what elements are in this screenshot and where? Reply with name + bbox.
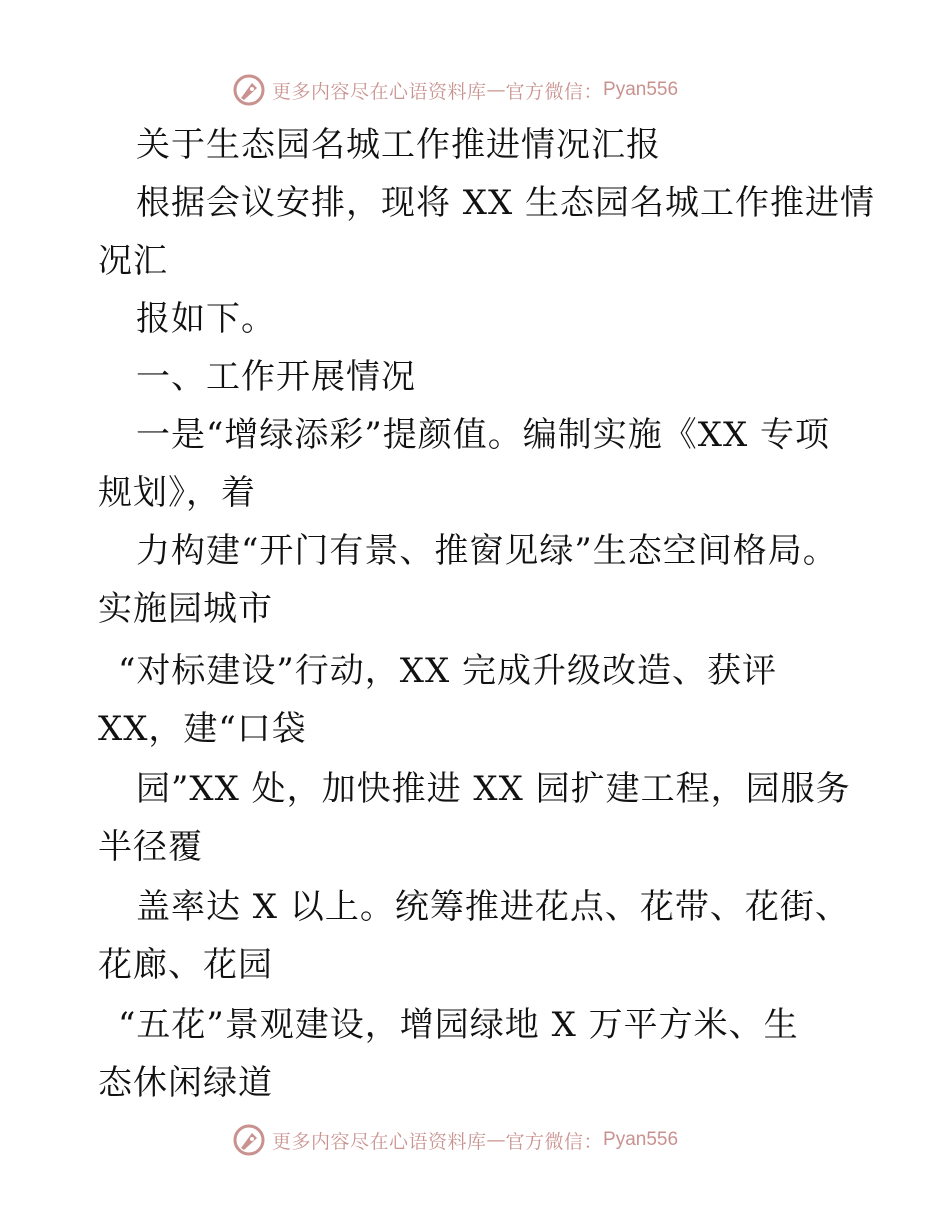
watermark-separator: — [486, 79, 506, 101]
paragraph-line: “对标建设”行动，XX 完成升级改造、获评 [118, 651, 777, 691]
watermark-text: 更多内容尽在心语资料库 [272, 80, 487, 103]
paragraph-line: 力构建“开门有景、推窗见绿”生态空间格局。 [136, 531, 838, 571]
paragraph-line: 根据会议安排，现将 XX 生态园名城工作推进情 [136, 183, 876, 223]
paragraph-line: 一是“增绿添彩”提颜值。编制实施《XX 专项 [136, 415, 830, 455]
watermark-separator: — [486, 1129, 506, 1151]
pen-nib-circle-icon [232, 1123, 266, 1157]
pen-nib-circle-icon [232, 73, 266, 107]
paragraph-line: 态休闲绿道 [98, 1063, 273, 1103]
section-heading: 一、工作开展情况 [136, 357, 416, 397]
paragraph-line: 半径覆 [98, 827, 203, 867]
paragraph-line: 报如下。 [136, 299, 276, 339]
watermark-contact-label: 官方微信： [505, 80, 604, 103]
watermark-contact-id: Pyan556 [603, 1129, 679, 1150]
paragraph-line: “五花”景观建设，增园绿地 X 万平方米、生 [118, 1005, 799, 1045]
document-title: 关于生态园名城工作推进情况汇报 [136, 125, 661, 165]
watermark-banner-bottom [232, 1120, 678, 1160]
paragraph-line: 实施园城市 [98, 589, 273, 629]
paragraph-line: 规划》，着 [98, 473, 256, 513]
paragraph-line: 园”XX 处，加快推进 XX 园扩建工程，园服务 [136, 769, 851, 809]
paragraph-line: XX，建“口袋 [98, 709, 307, 749]
watermark-contact-label: 官方微信： [505, 1130, 604, 1153]
paragraph-line: 花廊、花园 [98, 945, 273, 985]
watermark-text: 更多内容尽在心语资料库 [272, 1130, 487, 1153]
paragraph-line: 况汇 [98, 241, 168, 281]
watermark-contact-id: Pyan556 [603, 79, 679, 100]
watermark-banner-top [232, 70, 678, 110]
paragraph-line: 盖率达 X 以上。统筹推进花点、花带、花街、 [136, 887, 850, 927]
